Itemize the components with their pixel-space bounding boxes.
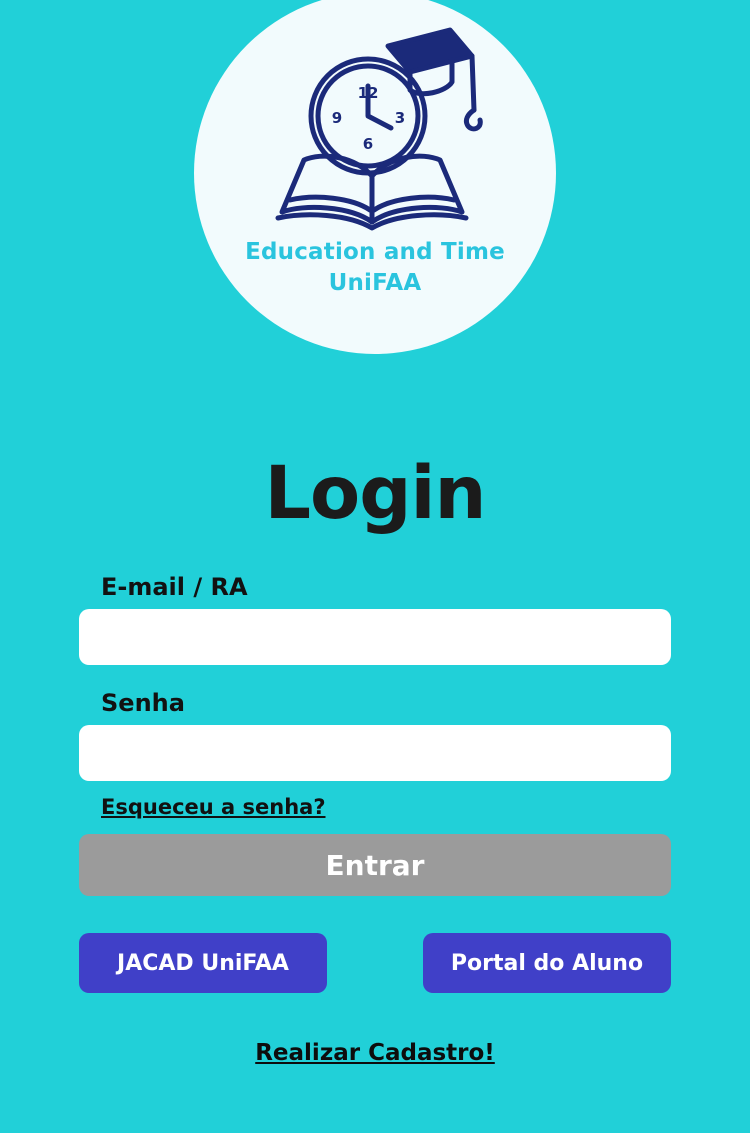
- logo-container: [0, 0, 750, 354]
- svg-text:6: 6: [362, 135, 374, 153]
- jacad-unifaa-button[interactable]: JACAD UniFAA: [79, 933, 327, 993]
- forgot-password-link[interactable]: Esqueceu a senha?: [101, 795, 326, 819]
- login-form: [79, 530, 671, 1066]
- svg-text:3: 3: [394, 109, 406, 127]
- logo-text-line2: UniFAA: [328, 270, 422, 296]
- login-submit-button[interactable]: Entrar: [79, 834, 671, 896]
- svg-text:9: 9: [331, 109, 343, 127]
- password-label: Senha: [101, 689, 185, 717]
- portal-do-aluno-button[interactable]: Portal do Aluno: [423, 933, 671, 993]
- page-title: Login: [264, 451, 486, 536]
- register-link[interactable]: Realizar Cadastro!: [255, 1040, 495, 1066]
- logo-text-line1: Education and Time: [245, 239, 505, 265]
- email-input[interactable]: [79, 609, 671, 665]
- external-links-row: [79, 933, 671, 993]
- password-input[interactable]: [79, 725, 671, 781]
- logo-circle: [194, 0, 556, 354]
- graduation-clock-book-icon: [260, 16, 490, 231]
- email-label: E-mail / RA: [101, 573, 248, 601]
- forgot-password-row: [101, 795, 671, 819]
- logo-text: [245, 237, 505, 299]
- svg-text:12: 12: [357, 84, 379, 102]
- register-row: [79, 1040, 671, 1066]
